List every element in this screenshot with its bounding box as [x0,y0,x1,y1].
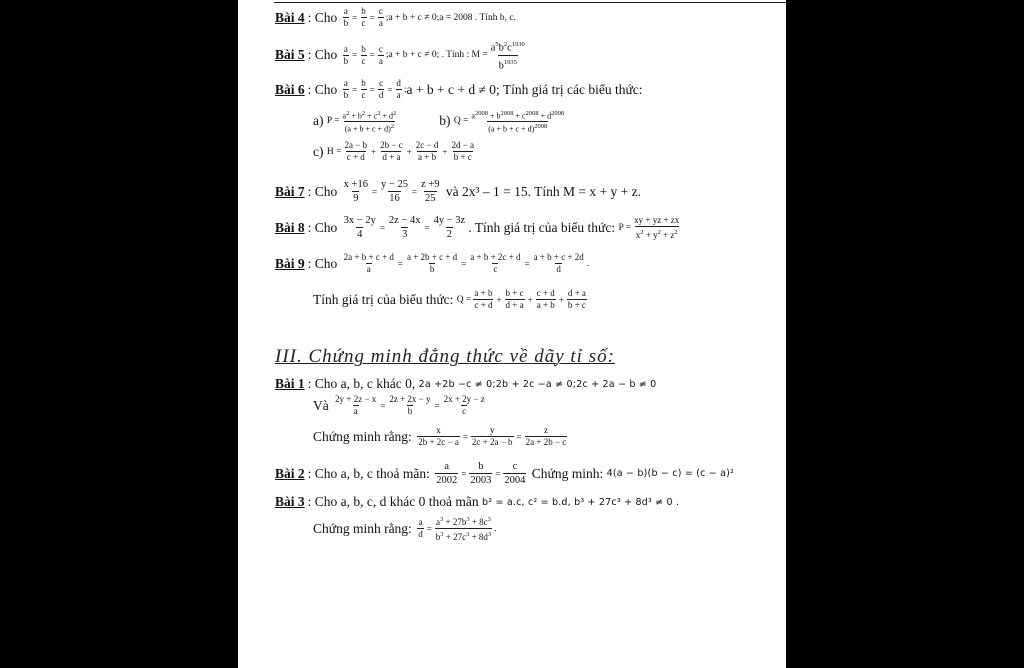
problem-label: Bài 9 [275,255,305,271]
problem-label: Bài 4 [275,9,305,25]
condition: 2a +2b −c ≠ 0;2b + 2c −a ≠ 0;2c + 2a − b ≠ 0 [418,378,657,390]
fraction: $\frac{y - 25}{16}$ [381,179,408,204]
fraction: $\frac{xy + yz + zx}{x^2 + y^2 + z^2}$ [634,214,680,240]
proof-3: Bài 3 : Cho a, b, c, d khác 0 thoả mãn b² = a.c, c² = b.d, b³ + 27c³ + 8d³ ≠ 0 . [275,494,680,509]
text: Cho [314,81,338,97]
problem-label: Bài 8 [275,219,305,235]
text: Tính giá trị của biểu thức: [313,291,454,307]
fraction: $\frac{a^{2008} + b^{2008} + c^{2008} + d^{2008}}{(a + b + c + d)^{2008}}$ [471,110,565,134]
problem-label: Bài 3 [275,494,305,509]
problem-label: Bài 1 [275,376,305,391]
fraction: $\frac{d}{a}$ [396,78,401,100]
condition: a + b + c + d ≠ 0; Tính giá trị các biểu thức: [406,81,643,97]
fraction: $\frac{b + c}{d + a}$ [505,288,524,310]
proof-3-goal: Chứng minh rằng: $\frac{a}{d}$ = $\frac{a^3 + 27b^3 + 8c^3}{b^3 + 27c^3 + 8d^3}$ . [313,516,497,542]
fraction: $\frac{2x + 2y - z}{c}$ [443,394,485,416]
fraction: $\frac{x +16}{9}$ [343,179,368,204]
fraction: $\frac{2c - d}{a + b}$ [415,140,439,162]
fraction: $\frac{a}{d}$ [418,517,423,539]
fraction: $\frac{x}{2b + 2c - a}$ [418,425,459,447]
text: Chứng minh: [531,465,604,481]
text: Cho [314,255,338,271]
fraction-M: $\frac{a^5b^2c^{1930}}{b^{1935}}$ [490,41,525,71]
proof-1-given: Và $\frac{2y + 2z - x}{a}$ = $\frac{2z + 2x - y}{b}$ = $\frac{2x + 2y - z}{c}$ [313,394,485,416]
fraction: $\frac{a^2 + b^2 + c^2 + d^2}{(a + b + c + d)^2}$ [342,110,397,134]
problem-6a: a) P = $\frac{a^2 + b^2 + c^2 + d^2}{(a + b + c + d)^2}$ b) Q = $\frac{a^{2008} + b^{2008} + c^{2008} + d^{2008}}{(a + b + c + d)^{2008}}$ [313,110,565,134]
problem-label: Bài 6 [275,81,305,97]
problem-6: Bài 6 : Cho $\frac{a}{b}$ = $\frac{b}{c}$ = $\frac{c}{d}$ = $\frac{d}{a}$ ; a + b + c + d ≠ 0; Tính giá trị các biểu thức: [275,78,643,100]
condition: a + b + c ≠ 0; . Tính : M = [388,50,488,60]
item-label: b) [439,113,451,129]
fraction: $\frac{c}{a}$ [378,6,383,28]
fraction: $\frac{b}{c}$ [361,78,366,100]
document-page [238,0,786,668]
fraction: $\frac{2y + 2z - x}{a}$ [335,394,377,416]
text: Cho [314,9,338,25]
fraction: $\frac{2z - 4x}{3}$ [388,215,421,240]
fraction: $\frac{c}{a}$ [378,43,383,66]
top-rule [274,2,786,3]
fraction: $\frac{c}{d}$ [378,78,384,100]
condition: a + b + c ≠ 0;a = 2008 . Tính b, c. [388,12,516,23]
fraction: $\frac{4y - 3z}{2}$ [433,215,466,240]
proof-2: Bài 2 : Cho a, b, c thoả mãn: $\frac{a}{2002}$ = $\frac{b}{2003}$ = $\frac{c}{2004}$ Chứng minh: 4(a − b)(b − c) = (c − a)² [275,461,735,486]
text: Chứng minh rằng: [313,428,412,444]
fraction: $\frac{a + 2b + c + d}{b}$ [406,252,458,274]
fraction: $\frac{a + b}{c + d}$ [474,288,493,310]
fraction: $\frac{b}{2003}$ [470,461,492,486]
problem-8: Bài 8 : Cho $\frac{3x - 2y}{4}$ = $\frac{2z - 4x}{3}$ = $\frac{4y - 3z}{2}$ . Tính giá trị của biểu thức: P = $\frac{xy + yz + zx}{x^2 + y^2 + z^2}$ [275,214,680,240]
condition: b² = a.c, c² = b.d, b³ + 27c³ + 8d³ ≠ 0 . [482,496,680,508]
text: Cho [314,47,338,62]
problem-5: Bài 5 : Cho $\frac{a}{b}$ = $\frac{b}{c}$ = $\frac{c}{a}$ ; a + b + c ≠ 0; . Tính : M = $\frac{a^5b^2c^{1930}}{b^{1935}}$ [275,38,528,72]
section-title: III. Chứng minh đẳng thức về dãy tỉ số: [275,346,615,367]
fraction: $\frac{y}{2c + 2a - b}$ [471,425,513,447]
fraction: $\frac{z +9}{25}$ [421,179,440,204]
problem-9-question: Tính giá trị của biểu thức: Q = $\frac{a + b}{c + d}$ + $\frac{b + c}{d + a}$ + $\frac{c + d}{a + b}$ + $\frac{d + a}{b + c}$ [313,288,586,310]
fraction: $\frac{2a + b + c + d}{a}$ [343,252,394,274]
fraction: $\frac{a}{b}$ [343,78,349,100]
text: Cho [314,219,338,235]
fraction: $\frac{b}{c}$ [361,43,366,66]
item-label: a) [313,113,324,129]
goal: 4(a − b)(b − c) = (c − a)² [606,468,735,479]
fraction: $\frac{a}{2002}$ [436,461,458,486]
text: Cho [314,183,338,199]
text: . Tính giá trị của biểu thức: [468,219,616,235]
condition: và 2x³ – 1 = 15. Tính M = x + y + z. [445,183,642,199]
problem-label: Bài 2 [275,465,305,481]
fraction: $\frac{c + d}{a + b}$ [536,288,555,310]
text: Cho a, b, c thoả mãn: [314,465,430,481]
problem-label: Bài 5 [275,47,305,62]
fraction: $\frac{d + a}{b + c}$ [567,288,586,310]
fraction: $\frac{2d - a}{b + c}$ [451,140,475,162]
fraction: $\frac{a + b + c + 2d}{d}$ [533,252,584,274]
fraction: $\frac{2z + 2x - y}{b}$ [389,394,431,416]
problem-9: Bài 9 : Cho $\frac{2a + b + c + d}{a}$ = $\frac{a + 2b + c + d}{b}$ = $\frac{a + b + 2c + d}{c}$ = $\frac{a + b + c + 2d}{d}$ . [275,252,590,274]
text: Cho a, b, c khác 0, [314,376,416,391]
fraction: $\frac{b}{c}$ [361,6,366,28]
fraction: $\frac{a^3 + 27b^3 + 8c^3}{b^3 + 27c^3 + 8d^3}$ [435,516,492,542]
text: Và [313,397,329,413]
fraction: $\frac{3x - 2y}{4}$ [343,215,376,240]
proof-1-goal: Chứng minh rằng: $\frac{x}{2b + 2c - a}$ = $\frac{y}{2c + 2a - b}$ = $\frac{z}{2a + 2b - c}$ [313,425,567,447]
fraction: $\frac{2b - c}{d + a}$ [380,140,403,162]
fraction: $\frac{c}{2004}$ [504,461,526,486]
fraction: $\frac{a}{b}$ [343,6,349,28]
problem-6c: c) H = $\frac{2a - b}{c + d}$ + $\frac{2b - c}{d + a}$ + $\frac{2c - d}{a + b}$ + $\frac{2d - a}{b + c}$ [313,140,475,162]
fraction: $\frac{a + b + 2c + d}{c}$ [470,252,521,274]
problem-label: Bài 7 [275,183,305,199]
fraction: $\frac{z}{2a + 2b - c}$ [525,425,567,447]
fraction: $\frac{a}{b}$ [343,43,349,66]
text: Cho a, b, c, d khác 0 thoả mãn [314,494,479,509]
text: Chứng minh rằng: [313,520,412,536]
problem-4: Bài 4 : Cho $\frac{a}{b}$ = $\frac{b}{c}$ = $\frac{c}{a}$ ; a + b + c ≠ 0;a = 2008 . Tính b, c. [275,6,516,28]
fraction: $\frac{2a - b}{c + d}$ [344,140,368,162]
problem-7: Bài 7 : Cho $\frac{x +16}{9}$ = $\frac{y - 25}{16}$ = $\frac{z +9}{25}$ và 2x³ – 1 = 15. Tính M = x + y + z. [275,179,642,204]
item-label: c) [313,143,324,159]
proof-1: Bài 1 : Cho a, b, c khác 0, 2a +2b −c ≠ 0;2b + 2c −a ≠ 0;2c + 2a − b ≠ 0 [275,376,657,391]
